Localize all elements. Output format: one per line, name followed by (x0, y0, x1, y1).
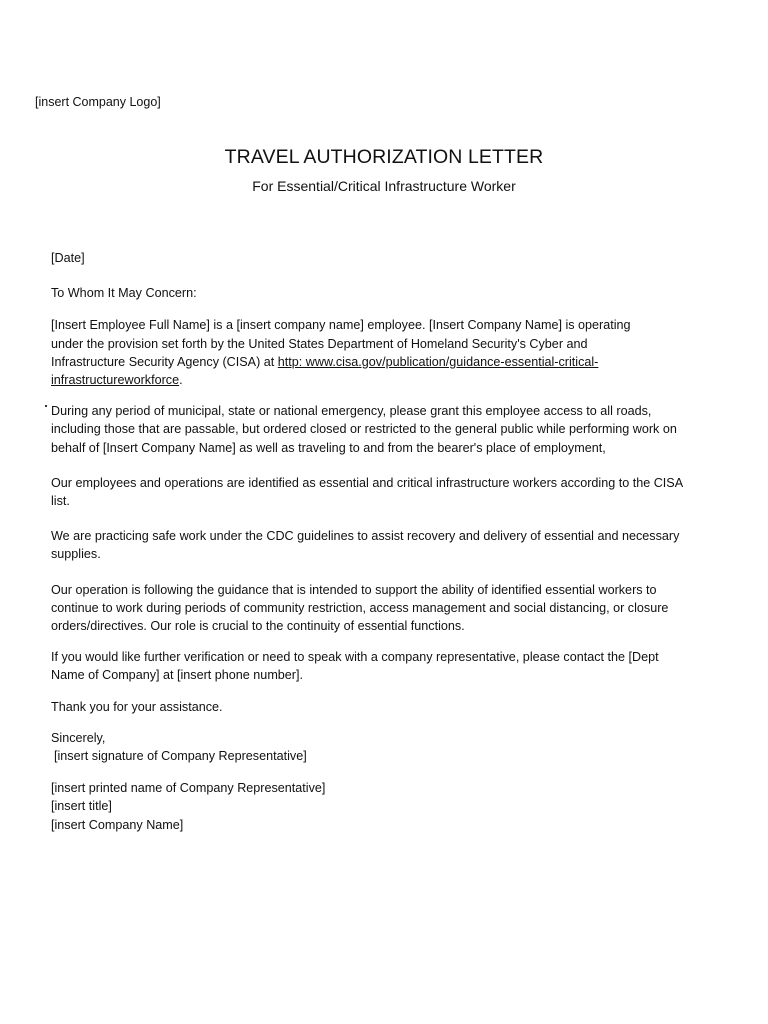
letter-subtitle: For Essential/Critical Infrastructure Worker (252, 178, 516, 194)
emergency-paragraph (51, 402, 701, 457)
verification-line: Name of Company] at [insert phone number]. (51, 668, 304, 683)
company-name-placeholder: [insert Company Name] (51, 817, 184, 832)
essential-line: list. (51, 494, 70, 509)
guidance-line: Our operation is following the guidance that is intended to support the ability of identified essential workers to (51, 582, 657, 597)
thanks-line: Thank you for your assistance. (51, 699, 223, 714)
intro-line (51, 353, 701, 371)
letter-date: [Date] (51, 251, 85, 265)
intro-line-prefix: Infrastructure Security Agency (CISA) at (51, 354, 278, 369)
essential-line: Our employees and operations are identified as essential and critical infrastructure workers according to the CISA (51, 475, 684, 490)
salutation: To Whom It May Concern: (51, 286, 197, 301)
emergency-line: including those that are passable, but ordered closed or restricted to the general public while performing work on (51, 422, 677, 437)
cdc-paragraph (51, 527, 701, 563)
rep-title-placeholder: [insert title] (51, 799, 112, 814)
guidance-line: orders/directives. Our role is crucial to the continuity of essential functions. (51, 619, 465, 634)
essential-paragraph (51, 474, 701, 510)
company-logo-placeholder: [insert Company Logo] (35, 95, 161, 109)
signature-block (51, 779, 701, 834)
verification-paragraph (51, 648, 701, 684)
intro-line (51, 371, 701, 389)
intro-paragraph (51, 316, 701, 389)
verification-line: If you would like further verification or need to speak with a company representative, please contact the [Dept (51, 650, 659, 665)
guidance-paragraph (51, 581, 701, 636)
printed-name-placeholder: [insert printed name of Company Representative] (51, 781, 326, 796)
emergency-line: During any period of municipal, state or national emergency, please grant this employee access to all roads, (51, 404, 652, 419)
closing-line: Sincerely, (51, 730, 106, 745)
cisa-link-continued[interactable]: infrastructureworkforce (51, 373, 180, 388)
intro-line: under the provision set forth by the United States Department of Homeland Security's Cyber and (51, 336, 588, 351)
letter-title: TRAVEL AUTHORIZATION LETTER (224, 146, 544, 168)
signature-placeholder: [insert signature of Company Representative] (54, 749, 307, 764)
cisa-link[interactable]: http: www.cisa.gov/publication/guidance-essential-critical- (277, 354, 599, 369)
guidance-line: continue to work during periods of community restriction, access management and social distancing, or closure (51, 600, 669, 615)
letter-body (51, 249, 701, 834)
stray-mark (45, 405, 47, 407)
emergency-line: behalf of [Insert Company Name] as well as traveling to and from the bearer's place of employment, (51, 440, 606, 455)
intro-line: [Insert Employee Full Name] is a [insert company name] employee. [Insert Company Name] is operating (51, 318, 631, 333)
link-suffix: . (179, 373, 183, 388)
cdc-line: supplies. (51, 547, 101, 562)
cdc-line: We are practicing safe work under the CDC guidelines to assist recovery and delivery of essential and necessary (51, 529, 680, 544)
